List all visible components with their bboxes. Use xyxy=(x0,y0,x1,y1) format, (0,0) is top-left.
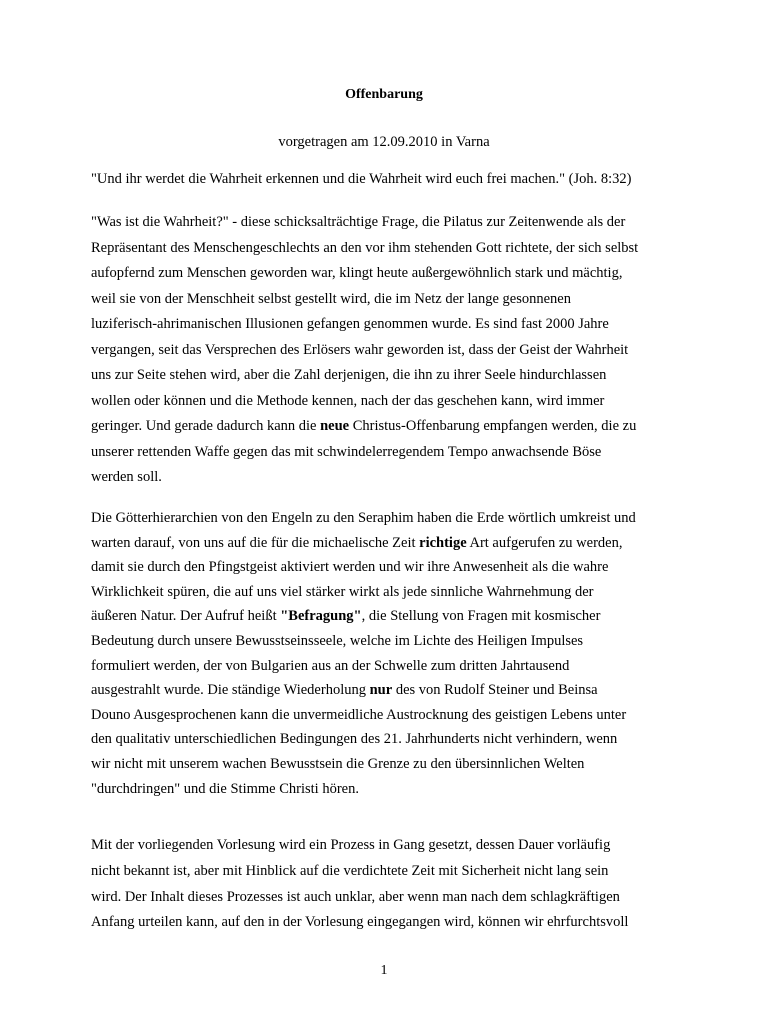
text-segment: warten darauf, von uns auf die für die michaelische Zeit xyxy=(91,534,420,551)
text-segment: des von Rudolf Steiner und Beinsa xyxy=(392,682,598,699)
text-line: damit sie durch den Pfingstgeist aktiviert werden und wir ihre Anwesenheit als die wahre xyxy=(91,559,609,576)
text-line: nicht bekannt ist, aber mit Hinblick auf die verdichtete Zeit mit Sicherheit nicht lang sein xyxy=(91,862,609,879)
text-line: luziferisch-ahrimanischen Illusionen gefangen genommen wurde. Es sind fast 2000 Jahre xyxy=(91,316,609,332)
text-line: unserer rettenden Waffe gegen das mit schwindelerregendem Tempo anwachsende Böse xyxy=(91,443,602,460)
bold-word-befragung: "Befragung" xyxy=(280,608,362,625)
text-segment: geringer. Und gerade dadurch kann die xyxy=(91,418,321,434)
text-segment: Christus-Offenbarung empfangen werden, die zu xyxy=(349,418,637,434)
text-line: vergangen, seit das Versprechen des Erlösers wahr geworden ist, dass der Geist der Wahrheit xyxy=(91,341,629,358)
text-segment: äußeren Natur. Der Aufruf heißt xyxy=(91,608,281,625)
bold-word-richtige: richtige xyxy=(419,534,467,551)
bold-word-nur: nur xyxy=(369,682,393,699)
paragraph-1 xyxy=(91,210,691,491)
text-line: den qualitativ unterschiedlichen Bedingungen des 21. Jahrhunderts nicht verhindern, wenn xyxy=(91,731,618,748)
text-line: weil sie von der Menschheit selbst gestellt wird, die im Netz der lange gesonnenen xyxy=(91,290,571,307)
page-number: 1 xyxy=(380,963,388,978)
text-line: Repräsentant des Menschengeschlechts an den vor ihm stehenden Gott richtete, der sich selbst xyxy=(91,239,639,256)
text-segment: ausgestrahlt wurde. Die ständige Wiederholung xyxy=(91,682,370,699)
text-line xyxy=(91,531,691,556)
text-line: wir nicht mit unserem wachen Bewusstsein die Grenze zu den übersinnlichen Welten xyxy=(91,755,585,772)
text-line: formuliert werden, der von Bulgarien aus an der Schwelle zum dritten Jahrtausend xyxy=(91,657,570,674)
bible-quote xyxy=(91,170,691,188)
text-line: Wirklichkeit spüren, die auf uns viel stärker wirkt als jede sinnliche Wahrnehmung der xyxy=(91,583,594,600)
text-line: Anfang urteilen kann, auf den in der Vorlesung eingegangen wird, können wir ehrfurchtsvoll xyxy=(91,914,629,931)
text-line: werden soll. xyxy=(91,469,162,485)
text-line: aufopfernd zum Menschen geworden war, klingt heute außergewöhnlich stark und mächtig, xyxy=(91,265,623,281)
text-segment: , die Stellung von Fragen mit kosmischer xyxy=(361,608,601,625)
text-line: "Was ist die Wahrheit?" - diese schicksalträchtige Frage, die Pilatus zur Zeitenwende als der xyxy=(91,214,626,230)
text-line xyxy=(91,414,691,440)
text-line: Bedeutung durch unsere Bewusstseinsseele, welche im Lichte des Heiligen Impulses xyxy=(91,632,584,649)
text-line: "durchdringen" und die Stimme Christi hören. xyxy=(91,780,359,797)
text-line: wird. Der Inhalt dieses Prozesses ist auch unklar, aber wenn man nach dem schlagkräftigen xyxy=(91,888,620,905)
paragraph-3 xyxy=(91,833,691,936)
text-line xyxy=(91,678,691,703)
paragraph-2 xyxy=(91,506,691,801)
text-line: uns zur Seite stehen wird, aber die Zahl derjenigen, die ihn zu ihrer Seele hindurchlassen xyxy=(91,367,607,383)
document-title: Offenbarung xyxy=(345,87,423,102)
quote-line: "Und ihr werdet die Wahrheit erkennen und die Wahrheit wird euch frei machen." (Joh. 8:32) xyxy=(91,171,632,187)
text-line: Die Götterhierarchien von den Engeln zu den Seraphim haben die Erde wörtlich umkreist und xyxy=(91,510,636,526)
text-line: Douno Ausgesprochenen kann die unvermeidliche Austrocknung des geistigen Lebens unter xyxy=(91,706,627,723)
text-line: Mit der vorliegenden Vorlesung wird ein Prozess in Gang gesetzt, dessen Dauer vorläufig xyxy=(91,837,611,853)
bold-word-neue: neue xyxy=(320,418,350,434)
text-line xyxy=(91,604,691,629)
document-subtitle: vorgetragen am 12.09.2010 in Varna xyxy=(278,134,490,150)
text-segment: Art aufgerufen zu werden, xyxy=(466,534,623,551)
text-line: wollen oder können und die Methode kennen, nach der das geschehen kann, wird immer xyxy=(91,392,605,409)
